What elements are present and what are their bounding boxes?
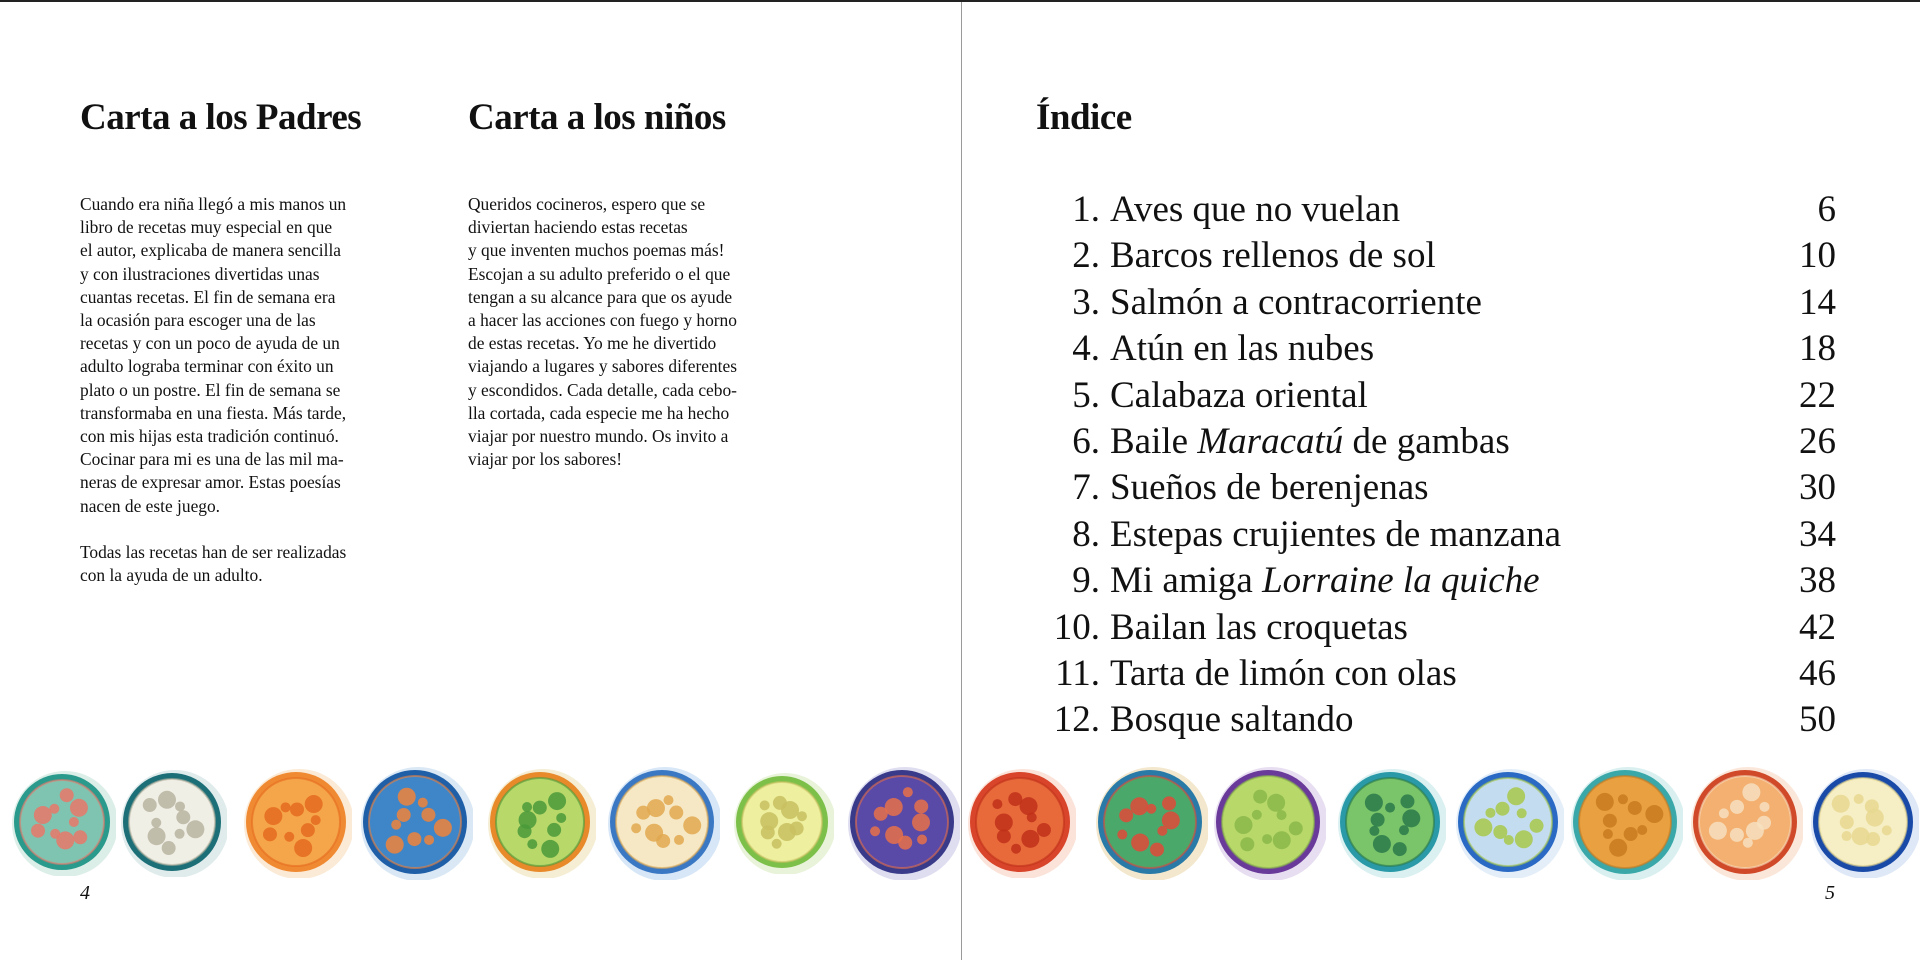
- toc-number: 2.: [1072, 235, 1100, 277]
- toc-title-text: Salmón a contracorriente: [1110, 281, 1482, 323]
- toc-title: [1110, 327, 1756, 370]
- toc-title: [1110, 188, 1756, 231]
- toc-number: 10.: [1053, 606, 1100, 648]
- carta-padres-body: [80, 193, 380, 587]
- carta-ninos-body: [468, 193, 768, 471]
- toc-number: 12.: [1053, 699, 1100, 741]
- text-line: y con ilustraciones divertidas unas: [80, 263, 320, 284]
- toc-number: 11.: [1055, 652, 1100, 694]
- toc-page-number: 50: [1799, 699, 1836, 741]
- text-line: lla cortada, cada especie me ha hecho: [468, 402, 730, 423]
- toc-number: 5.: [1072, 374, 1100, 416]
- text-line: el autor, explicaba de manera sencilla: [80, 240, 341, 261]
- plate-guacamole-icon: [1334, 766, 1446, 878]
- toc-title-text: de gambas: [1343, 420, 1510, 462]
- toc-page-number: 10: [1799, 235, 1836, 277]
- toc-title: [1110, 466, 1756, 509]
- text-line: cuantas recetas. El fin de semana era: [80, 286, 336, 307]
- plate-shrimp-pot-icon: [357, 764, 473, 880]
- toc-title: [1110, 234, 1756, 277]
- toc-title-text: Aves que no vuelan: [1110, 189, 1401, 230]
- text-line: plato o un postre. El fin de semana se: [80, 379, 341, 400]
- text-line: con mis hijas esta tradición continuó.: [80, 426, 339, 447]
- text-line: Todas las recetas han de ser realizadas: [80, 542, 347, 563]
- plate-salad-icon: [1092, 764, 1208, 880]
- plate-noodles-icon: [730, 770, 834, 874]
- toc-number: 6.: [1072, 420, 1100, 462]
- toc-title-text: Atún en las nubes: [1110, 328, 1375, 370]
- plate-sardines-icon: [1452, 766, 1564, 878]
- table-of-contents: [1036, 188, 1836, 745]
- text-line: Cocinar para mi es una de las mil ma-: [80, 449, 344, 470]
- toc-entry[interactable]: [1036, 606, 1836, 652]
- toc-title: [1110, 374, 1756, 417]
- plate-green-beans-icon: [484, 766, 596, 878]
- toc-entry[interactable]: [1036, 281, 1836, 327]
- toc-title-text: Bailan las croquetas: [1110, 606, 1408, 648]
- toc-title: [1110, 652, 1756, 695]
- text-line: a hacer las acciones con fuego y horno: [468, 310, 737, 331]
- text-line: nacen de este juego.: [80, 495, 221, 516]
- toc-number: 1.: [1072, 189, 1100, 230]
- plate-rice-pot-icon: [117, 767, 227, 877]
- toc-entry[interactable]: [1036, 559, 1836, 605]
- toc-page-number: 42: [1799, 606, 1836, 648]
- toc-page-number: 18: [1799, 328, 1836, 370]
- toc-page-number: 34: [1799, 513, 1836, 555]
- page-number-left: 4: [80, 882, 90, 904]
- plate-croquettes-pan-icon: [1687, 764, 1803, 880]
- plate-golden-tart-icon: [1567, 764, 1683, 880]
- text-line: adulto lograba terminar con éxito un: [80, 356, 334, 377]
- toc-page-number: 26: [1799, 420, 1836, 462]
- text-line: viajar por nuestro mundo. Os invito a: [468, 426, 729, 447]
- toc-title-text: Sueños de berenjenas: [1110, 467, 1429, 509]
- text-line: tengan a su alcance para que os ayude: [468, 286, 733, 307]
- text-line: con la ayuda de un adulto.: [80, 565, 263, 586]
- toc-title-text: Bosque saltando: [1110, 699, 1354, 741]
- toc-title: [1110, 420, 1756, 463]
- toc-page-number: 46: [1799, 652, 1836, 694]
- text-line: de estas recetas. Yo me he divertido: [468, 333, 717, 354]
- toc-page-number: 38: [1799, 560, 1836, 602]
- plate-tomato-pan-icon: [964, 766, 1076, 878]
- toc-entry[interactable]: [1036, 188, 1836, 234]
- toc-title-text: Calabaza oriental: [1110, 374, 1368, 416]
- toc-entry[interactable]: [1036, 374, 1836, 420]
- toc-page-number: 6: [1817, 189, 1836, 230]
- toc-entry[interactable]: [1036, 698, 1836, 744]
- plate-orange-swirl-icon: [240, 766, 352, 878]
- toc-page-number: 30: [1799, 467, 1836, 509]
- text-line: recetas y con un poco de ayuda de un: [80, 333, 340, 354]
- toc-title-text: Baile: [1110, 420, 1198, 462]
- toc-page-number: 14: [1799, 281, 1836, 323]
- heading-indice: Índice: [1036, 97, 1132, 138]
- toc-entry[interactable]: [1036, 466, 1836, 512]
- food-plates-strip: [0, 752, 1920, 892]
- text-line: diviertan haciendo estas recetas: [468, 217, 688, 238]
- toc-title-italic: Maracatú: [1197, 420, 1344, 462]
- text-line: transformaba en una fiesta. Más tarde,: [80, 402, 347, 423]
- toc-page-number: 22: [1799, 374, 1836, 416]
- text-line: libro de recetas muy especial en que: [80, 217, 333, 238]
- toc-title: [1110, 513, 1756, 556]
- toc-title: [1110, 698, 1756, 741]
- text-line: y escondidos. Cada detalle, cada cebo-: [468, 379, 737, 400]
- text-line: viajar por los sabores!: [468, 449, 623, 470]
- text-line: la ocasión para escoger una de las: [80, 310, 316, 331]
- text-line: y que inventen muchos poemas más!: [468, 240, 725, 261]
- toc-title: [1110, 281, 1756, 324]
- toc-title-text: Mi amiga: [1110, 560, 1263, 602]
- toc-number: 8.: [1072, 513, 1100, 555]
- toc-title-italic: Lorraine la quiche: [1262, 560, 1540, 602]
- heading-carta-ninos: Carta a los niños: [468, 97, 726, 138]
- plate-lemon-tart-icon: [1807, 766, 1919, 878]
- toc-entry[interactable]: [1036, 513, 1836, 559]
- plate-oval-gratin-icon: [604, 764, 720, 880]
- page-number-right: 5: [1825, 882, 1835, 904]
- toc-title-text: Barcos rellenos de sol: [1110, 235, 1436, 277]
- toc-number: 9.: [1072, 560, 1100, 602]
- text-line: Cuando era niña llegó a mis manos un: [80, 194, 347, 214]
- toc-number: 3.: [1072, 281, 1100, 323]
- plate-fish-icon: [8, 768, 116, 876]
- toc-number: 7.: [1072, 467, 1100, 509]
- text-line: Escojan a su adulto preferido o el que: [468, 263, 731, 284]
- toc-title-text: Tarta de limón con olas: [1110, 652, 1457, 694]
- toc-title-text: Estepas crujientes de manzana: [1110, 513, 1561, 555]
- plate-peas-pie-icon: [1210, 764, 1326, 880]
- plate-vegetable-mix-icon: [844, 764, 960, 880]
- text-line: Queridos cocineros, espero que se: [468, 194, 706, 214]
- toc-entry[interactable]: [1036, 234, 1836, 280]
- toc-entry[interactable]: [1036, 327, 1836, 373]
- text-line: neras de expresar amor. Estas poesías: [80, 472, 341, 493]
- toc-entry[interactable]: [1036, 652, 1836, 698]
- toc-title: [1110, 606, 1756, 649]
- heading-carta-padres: Carta a los Padres: [80, 97, 362, 138]
- toc-number: 4.: [1072, 328, 1100, 370]
- toc-title: [1110, 559, 1756, 602]
- toc-entry[interactable]: [1036, 420, 1836, 466]
- text-line: viajando a lugares y sabores diferentes: [468, 356, 737, 377]
